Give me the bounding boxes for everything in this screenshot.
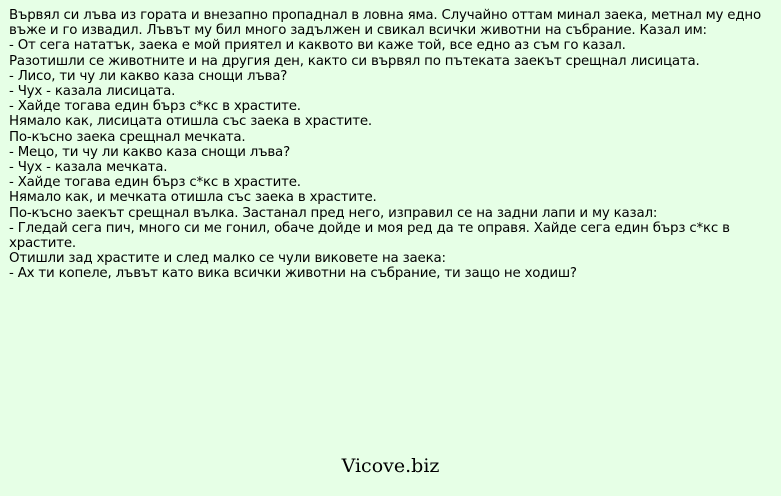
joke-line: Разотишли се животните и на другия ден, както си вървял по пътеката заекът срещнал лисицата. [9, 53, 700, 69]
joke-line: Нямало как, лисицата отишла със заека в храстите. [9, 114, 372, 130]
joke-text [9, 8, 774, 282]
joke-line: Отишли зад храстите и след малко се чули виковете на заека: [9, 251, 446, 267]
joke-line: - Ах ти копеле, лъвът като вика всички животни на събрание, ти защо не ходиш? [9, 266, 577, 282]
joke-line: - Лисо, ти чу ли какво каза снощи лъва? [9, 68, 288, 84]
site-footer: Vicove.biz [341, 455, 440, 477]
joke-line: По-късно заекът срещнал вълка. Застанал пред него, изправил се на задни лапи и му казал: [9, 205, 658, 221]
joke-line: - Чух - казала мечката. [9, 160, 168, 176]
joke-line: - Мецо, ти чу ли какво каза снощи лъва? [9, 144, 290, 160]
joke-line: - От сега нататък, заека е мой приятел и каквото ви каже той, все едно аз съм го казал. [9, 38, 626, 54]
joke-line: - Хайде тогава един бърз с*кс в храстите. [9, 175, 301, 191]
joke-line: По-късно заека срещнал мечката. [9, 129, 246, 145]
joke-line: - Гледай сега пич, много си ме гонил, обаче дойде и моя ред да те оправя. Хайде сега един бърз с*кс в храстите. [9, 220, 730, 252]
joke-line: - Чух - казала лисицата. [9, 84, 176, 100]
joke-line: - Хайде тогава един бърз с*кс в храстите. [9, 99, 301, 115]
joke-line: Нямало как, и мечката отишла със заека в храстите. [9, 190, 377, 206]
joke-line: Вървял си лъва из гората и внезапно пропаднал в ловна яма. Случайно оттам минал заека, метнал му едно въже и го извадил. Лъвът му бил много задължен и свикал всички животни на събрание. Казал им: [9, 8, 761, 39]
